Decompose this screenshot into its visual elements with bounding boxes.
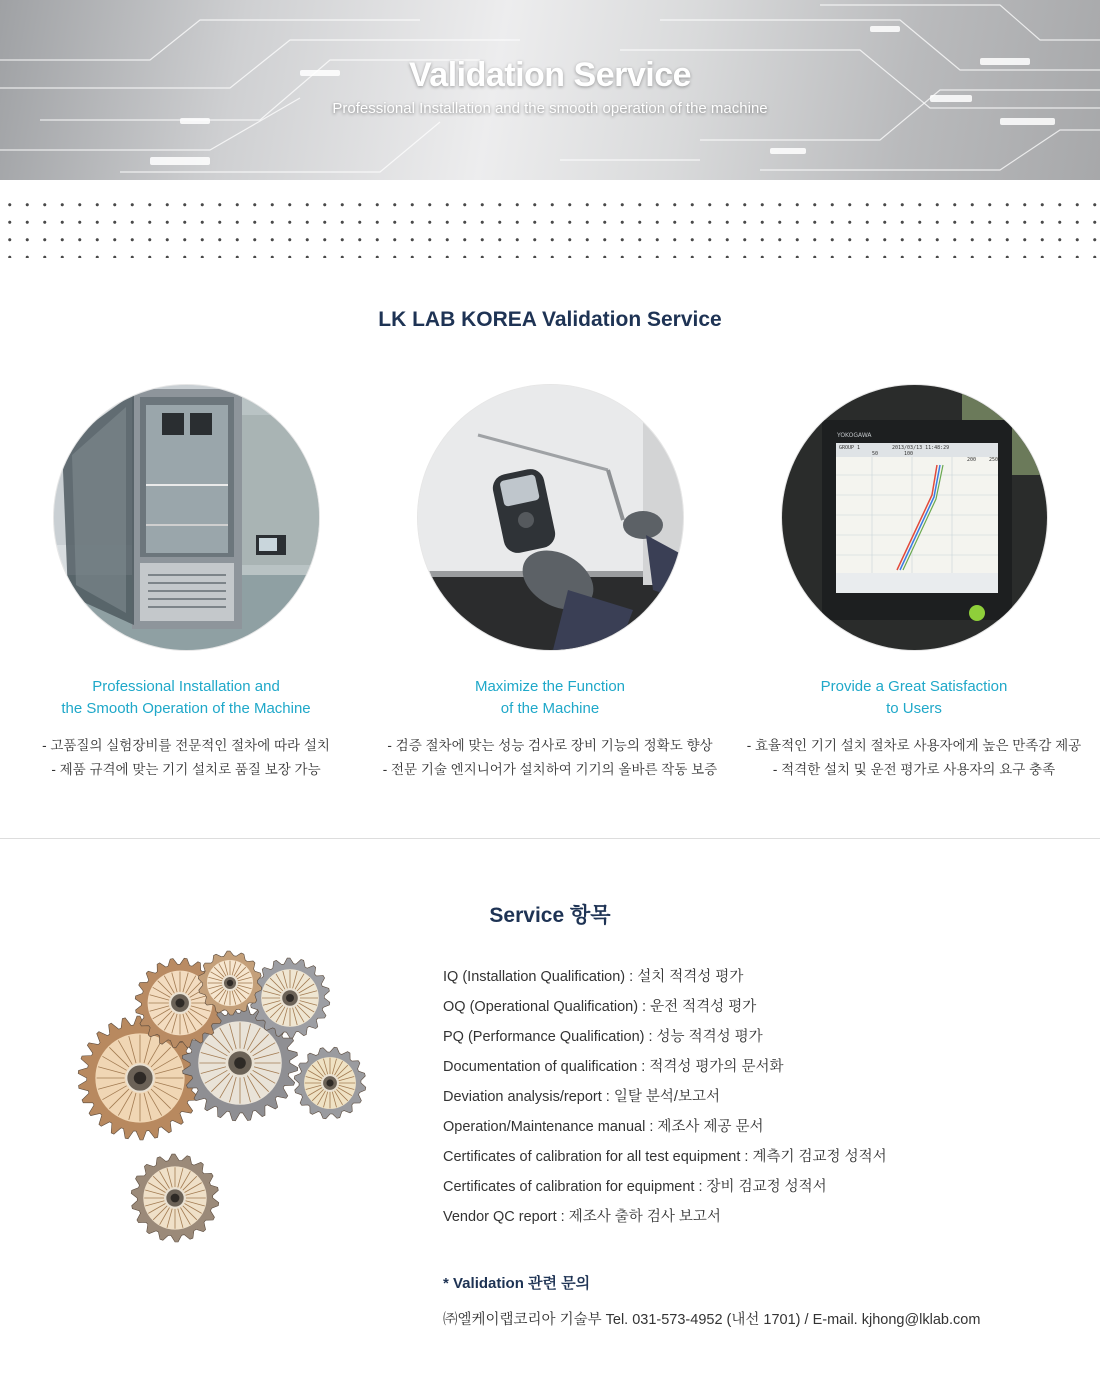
gear-icon [131,1154,219,1242]
feature-heading-line2: to Users [886,700,942,717]
recorder-group: GROUP 1 [838,445,860,451]
service-item-oq: OQ (Operational Qualification) : 운전 적격성 평가 [443,999,757,1015]
service-list [443,964,887,1234]
service-item-calibration-test: Certificates of calibration for all test equipment : 계측기 검교정 성적서 [443,1149,887,1165]
service-item-iq: IQ (Installation Qualification) : 설치 적격성 평가 [443,969,744,985]
feature-desc-line1: - 효율적인 기기 설치 절차로 사용자에게 높은 만족감 제공 [746,738,1082,753]
contact-heading: * Validation 관련 문의 [443,1275,591,1292]
recorder-scale-mid2: 200 [966,457,976,463]
gear-icon [294,1047,366,1119]
gears-image [50,948,380,1263]
recorder-scale-mid: 100 [903,451,913,457]
recorder-screen-photo [782,385,1047,650]
page-title: Validation Service [408,56,692,94]
feature-desc-line1: - 고품질의 실험장비를 전문적인 절차에 따라 설치 [42,738,330,753]
feature-column-installation [6,385,366,782]
feature-heading-line2: the Smooth Operation of the Machine [61,700,311,717]
service-item-documentation: Documentation of qualification : 적격성 평가의 문서화 [443,1059,784,1075]
hero-banner [0,0,1100,180]
feature-desc-line2: - 적격한 설치 및 운전 평가로 사용자의 요구 충족 [772,762,1056,777]
section-title: LK LAB KOREA Validation Service [378,308,722,331]
feature-heading-line2: of the Machine [500,700,600,717]
service-item-manual: Operation/Maintenance manual : 제조사 제공 문서 [443,1119,764,1135]
feature-heading-line1: Professional Installation and [92,678,280,695]
contact-info: ㈜엘케이랩코리아 기술부 Tel. 031-573-4952 (내선 1701) / E-mail. kjhong@lklab.com [443,1312,981,1328]
feature-desc-line2: - 전문 기술 엔지니어가 설치하여 기기의 올바른 작동 보증 [382,762,718,777]
feature-column-satisfaction [734,385,1094,782]
feature-desc-line1: - 검증 절차에 맞는 성능 검사로 장비 기능의 정확도 향상 [387,738,713,753]
service-item-deviation: Deviation analysis/report : 일탈 분석/보고서 [443,1089,720,1105]
dotted-pattern [0,196,1100,258]
lab-chamber-photo [54,385,319,650]
page-subtitle: Professional Installation and the smooth operation of the machine [332,100,768,117]
feature-heading-line1: Maximize the Function [474,678,626,695]
recorder-scale-right: 250 [988,457,998,463]
section-divider [0,838,1100,839]
recorder-brand: YOKOGAWA [836,432,872,439]
service-item-calibration-equipment: Certificates of calibration for equipment : 장비 검교정 성적서 [443,1179,827,1195]
service-section-title: Service 항목 [489,904,611,927]
feature-column-function [370,385,730,782]
service-item-vendor-qc: Vendor QC report : 제조사 출하 검사 보고서 [443,1209,721,1225]
service-item-pq: PQ (Performance Qualification) : 성능 적격성 평가 [443,1029,763,1045]
recorder-scale-left: 50 [871,451,878,457]
recorder-date: 2013/03/13 11:48:29 [891,445,949,451]
probe-meter-photo [418,385,683,650]
feature-heading-line1: Provide a Great Satisfaction [820,678,1008,695]
feature-desc-line2: - 제품 규격에 맞는 기기 설치로 품질 보장 가능 [51,762,321,777]
